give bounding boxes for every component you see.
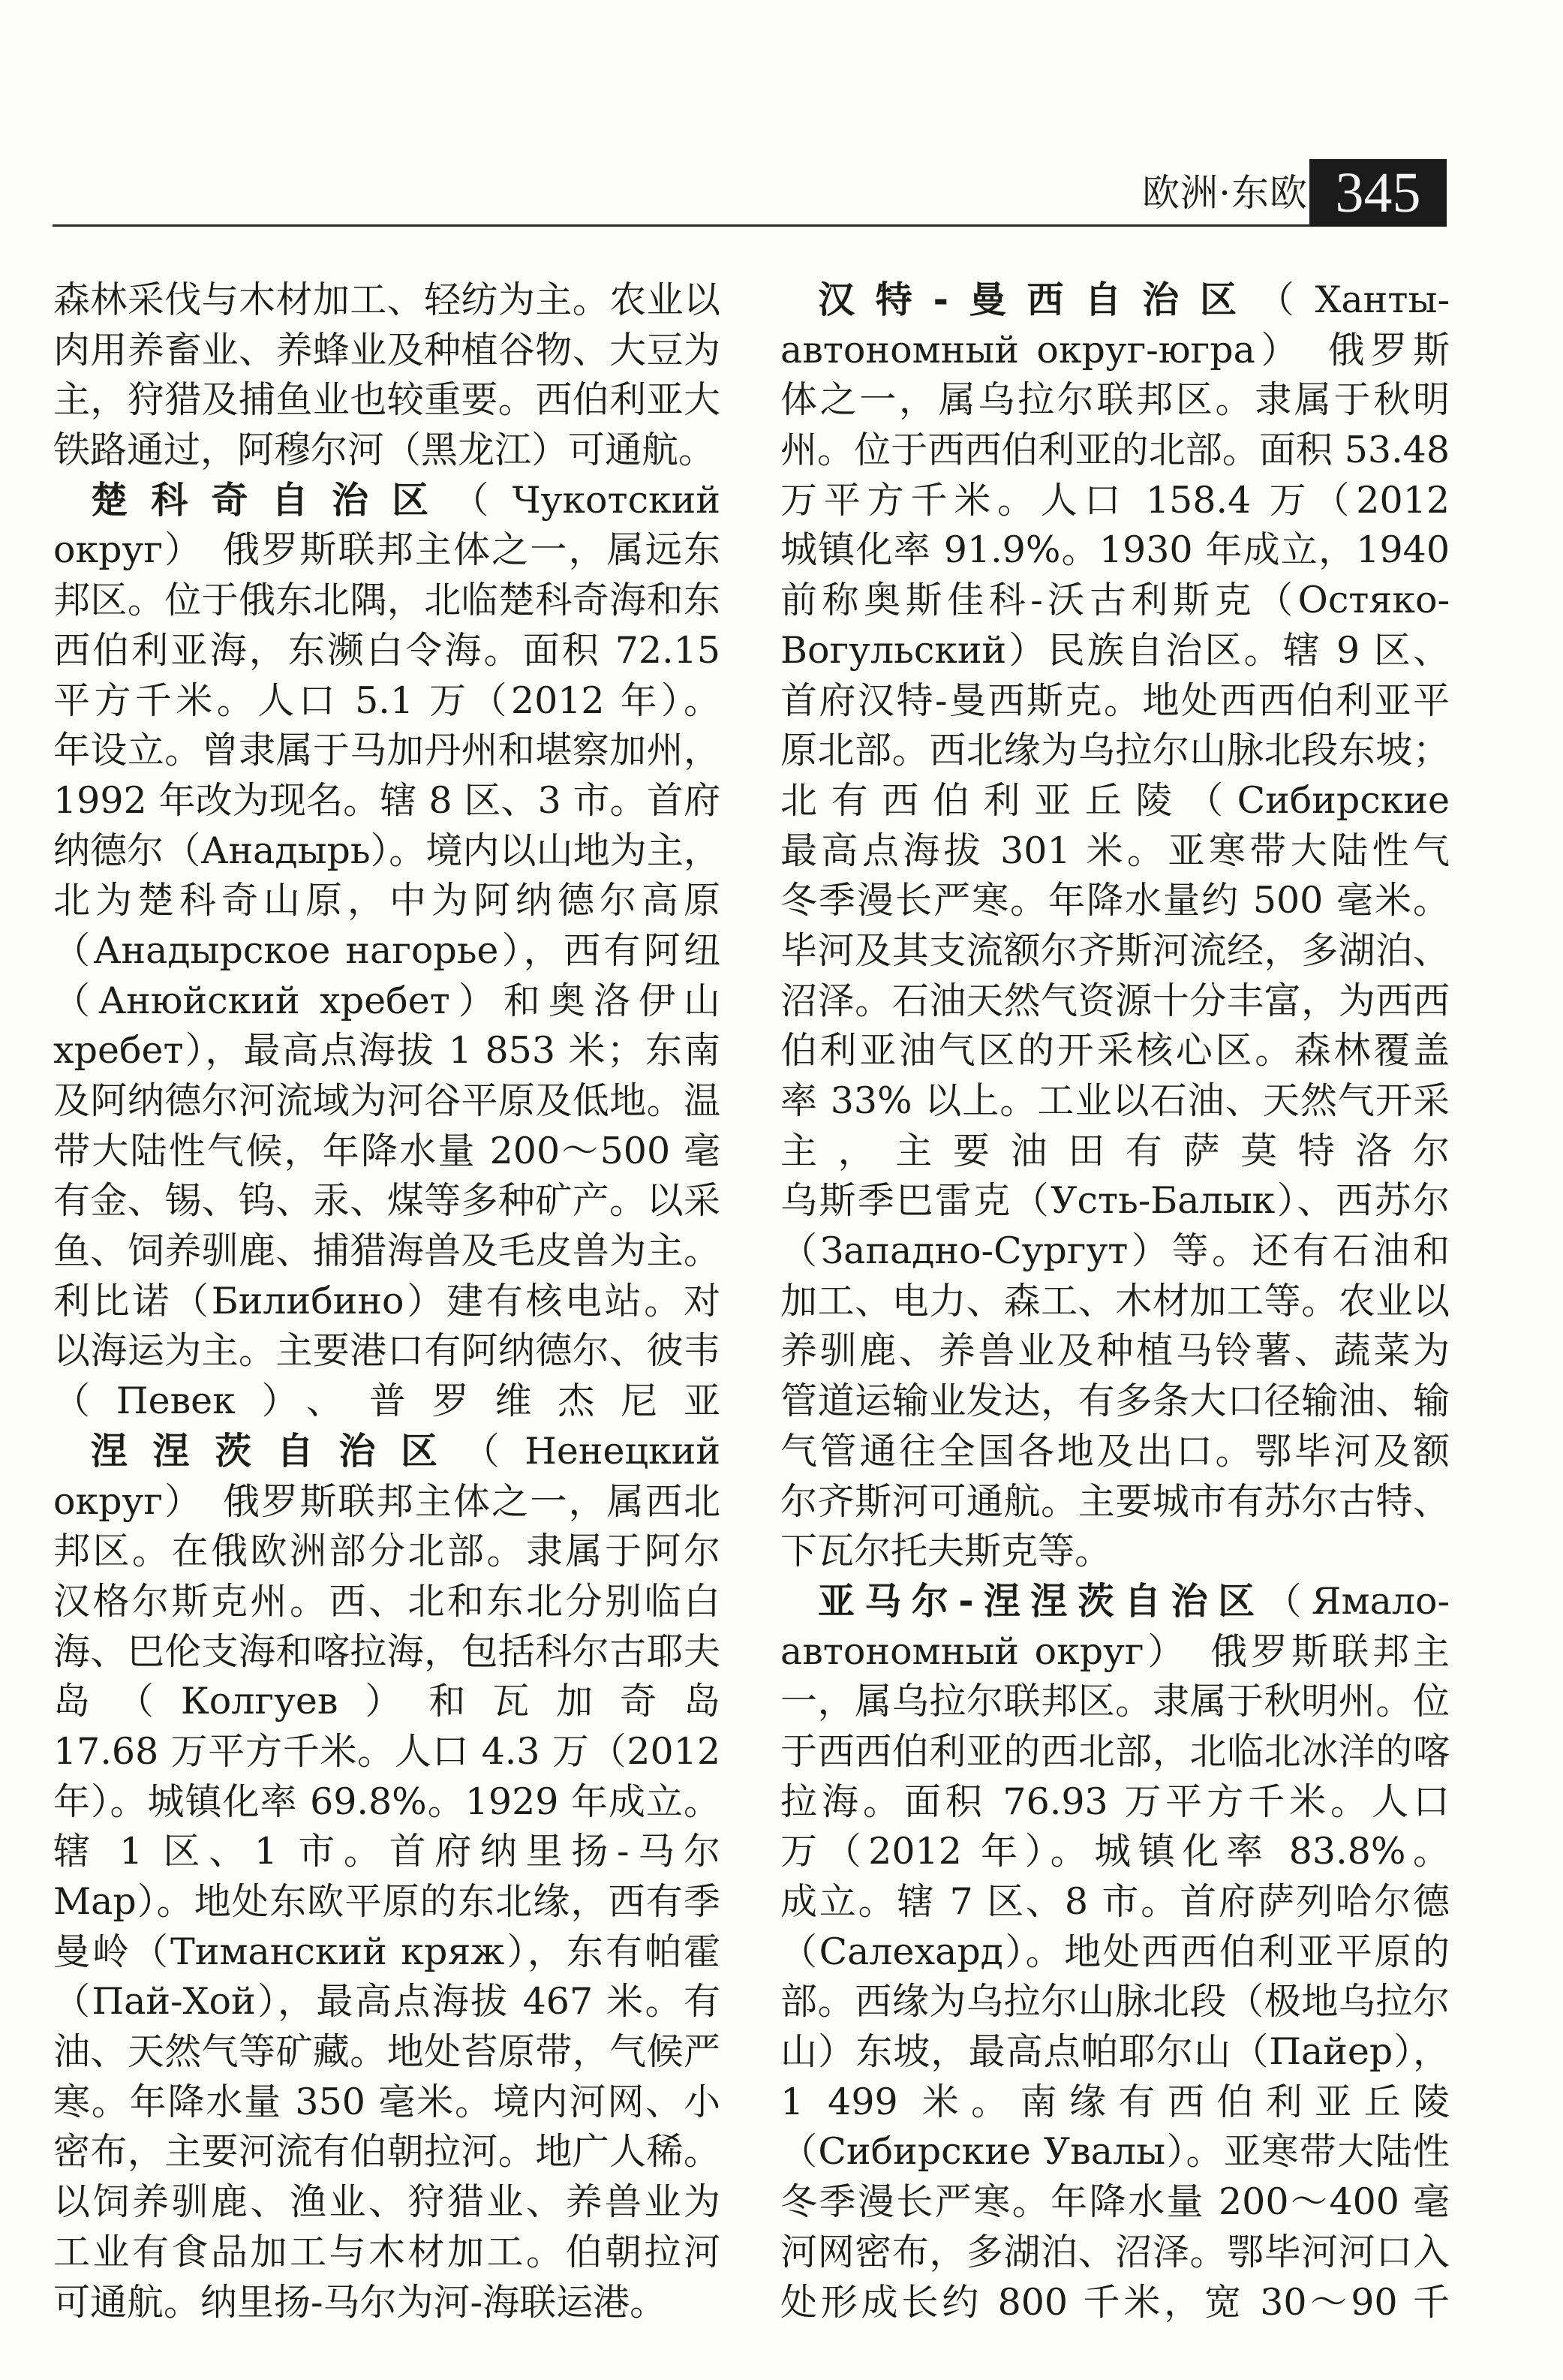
line-text: 汉格尔斯克州。西、北和东北分别临白 [53,1579,720,1623]
text-line [780,1326,1450,1377]
text-line [53,2278,720,2328]
text-line [780,676,1450,727]
text-line [780,476,1450,526]
line-text: 曼岭（Тиманский кряж），东有帕霍 [53,1930,720,1973]
text-line [53,1577,720,1627]
text-line [53,676,720,727]
line-text: 带大陆性气候，年降水量 200～500 毫 [53,1129,720,1172]
text-line [780,525,1450,576]
line-text: 寒。年降水量 350 毫米。境内河网、小 [53,2080,720,2123]
line-text: 铁路通过，阿穆尔河（黑龙江）可通航。 [53,429,716,472]
line-text: 油、天然气等矿藏。地处苔原带，气候严 [53,2030,720,2074]
line-text: 毕河及其支流额尔齐斯河流经，多湖泊、 [780,928,1450,972]
line-text: 主，主要油田有萨莫特洛尔 [780,1129,1450,1172]
line-text: 养驯鹿、养兽业及种植马铃薯、蔬菜为 [780,1329,1450,1373]
text-line [780,1026,1450,1076]
text-line [780,1127,1450,1177]
line-text: 首府汉特-曼西斯克。地处西西伯利亚平 [780,678,1450,722]
line-text: 乌斯季巴雷克（Усть-Балык）、西苏尔 [780,1179,1450,1223]
line-text: 肉用养畜业、养蜂业及种植谷物、大豆为 [53,328,720,372]
entry-heading-line [53,1427,720,1477]
text-line [780,1076,1450,1127]
line-text: （Ненецкий [462,1429,720,1473]
line-text: 州。位于西西伯利亚的北部。面积 53.48 [780,429,1450,472]
line-text: 工业有食品加工与木材加工。伯朝拉河 [53,2230,720,2273]
text-line [780,1927,1450,1978]
line-text: 西伯利亚海，东濒白令海。面积 72.15 [53,628,720,672]
text-line [53,1076,720,1127]
text-line [53,1326,720,1377]
text-line [53,1627,720,1677]
entry-title: 汉特-曼西自治区 [818,278,1258,321]
text-line [780,1527,1450,1577]
line-text: 山）东坡，最高点帕耶尔山（Пайер）， [780,2030,1450,2074]
line-text: 冬季漫长严寒。年降水量约 500 毫米。 [780,879,1450,922]
line-text: 前称奥斯佳科-沃古利斯克（Остяко- [780,579,1450,622]
left-column [53,275,720,2327]
text-line [780,876,1450,926]
text-line [53,926,720,976]
line-text: （Салехард）。地处西西伯利亚平原的 [780,1930,1450,1973]
text-line [53,326,720,376]
line-text: 鱼、饲养驯鹿、捕猎海兽及毛皮兽为主。 [53,1229,720,1273]
line-text: 最高点海拔 301 米。亚寒带大陆性气 [780,829,1450,872]
line-text: 可通航。纳里扬-马尔为河-海联运港。 [53,2280,667,2324]
line-text: округ） 俄罗斯联邦主体之一，属远东 [53,528,720,572]
line-text: 密布，主要河流有伯朝拉河。地广人稀。 [53,2130,720,2174]
text-line [53,1226,720,1277]
line-text: 万（2012 年）。城镇化率 83.8%。 [780,1830,1450,1873]
running-head: 欧洲·东欧 [1142,171,1308,215]
line-text: 年）。城镇化率 69.8%。1929 年成立。 [53,1780,720,1823]
line-text: 于西西伯利亚的西北部，北临北冰洋的喀 [780,1729,1450,1773]
text-line [53,576,720,626]
text-line [53,876,720,926]
entry-heading-line [780,275,1450,326]
line-text: 海、巴伦支海和喀拉海，包括科尔古耶夫 [53,1629,720,1673]
text-line [53,1677,720,1727]
line-text: 岛（Колгуев）和瓦加奇岛 [53,1680,720,1723]
text-line [53,1927,720,1978]
text-line [53,2027,720,2078]
text-line [780,2228,1450,2278]
text-line [780,776,1450,826]
text-line [780,1627,1450,1677]
line-text: округ） 俄罗斯联邦主体之一，属西北 [53,1479,720,1523]
text-line [780,1477,1450,1527]
text-line [53,1477,720,1527]
text-line [780,1277,1450,1327]
text-line [780,726,1450,776]
text-line [780,926,1450,976]
line-text: 沼泽。石油天然气资源十分丰富，为西西 [780,979,1450,1022]
text-line [780,326,1450,376]
line-text: Мар）。地处东欧平原的东北缘，西有季 [53,1880,720,1923]
line-text: 成立。辖 7 区、8 市。首府萨列哈尔德 [780,1880,1450,1923]
text-line [780,976,1450,1027]
entry-title: 亚马尔-涅涅茨自治区 [818,1579,1265,1623]
text-line [780,1777,1450,1828]
text-line [53,1877,720,1927]
text-line [53,2177,720,2228]
line-text: 处形成长约 800 千米，宽 30～90 千 [780,2280,1450,2324]
text-line [780,1176,1450,1226]
line-text: （Ханты- [1257,278,1450,321]
text-line [780,1677,1450,1727]
line-text: 伯利亚油气区的开采核心区。森林覆盖 [780,1029,1450,1073]
line-text: （Сибирские Увалы）。亚寒带大陆性 [780,2130,1450,2174]
line-text: 1992 年改为现名。辖 8 区、3 市。首府 [53,778,720,822]
text-line [53,426,720,476]
text-line [780,1226,1450,1277]
text-line [53,375,720,426]
line-text: 北为楚科奇山原，中为阿纳德尔高原 [53,879,720,922]
line-text: （Анадырское нагорье），西有阿纽 [53,928,720,972]
line-text: （Пай-Хой），最高点海拔 467 米。有 [53,1980,720,2023]
line-text: 辖 1 区、1 市。首府纳里扬-马尔 [53,1830,720,1873]
text-line [53,2228,720,2278]
text-line [53,1977,720,2027]
text-line [780,1377,1450,1427]
line-text: 利比诺（Билибино）建有核电站。对 [53,1279,720,1322]
line-text: автономный округ） 俄罗斯联邦主 [780,1629,1450,1673]
line-text: （Анюйский хребет）和奥洛伊山 [53,979,720,1022]
line-text: 部。西缘为乌拉尔山脉北段（极地乌拉尔 [780,1980,1450,2023]
line-text: Вогульский）民族自治区。辖 9 区、 [780,628,1450,672]
line-text: （Западно-Сургут）等。还有石油和 [780,1229,1450,1273]
line-text: 及阿纳德尔河流域为河谷平原及低地。温 [53,1079,720,1122]
text-line [53,1527,720,1577]
text-line [53,726,720,776]
text-line [780,576,1450,626]
line-text: 纳德尔（Анадырь）。境内以山地为主， [53,829,720,872]
line-text: 管道运输业发达，有多条大口径输油、输 [780,1380,1450,1423]
text-line [780,2278,1450,2328]
line-text: （Ямало- [1264,1579,1450,1623]
text-line [780,1827,1450,1877]
entry-title: 涅涅茨自治区 [91,1429,463,1473]
text-line [780,2027,1450,2078]
text-line [53,1127,720,1177]
line-text: 城镇化率 91.9%。1930 年成立，1940 [780,528,1450,572]
entry-heading-line [53,476,720,526]
line-text: （Чукотский [452,478,720,522]
line-text: 下瓦尔托夫斯克等。 [780,1530,1112,1573]
text-line [53,1827,720,1877]
text-line [53,1777,720,1828]
entry-heading-line [780,1577,1450,1627]
text-line [780,1727,1450,1777]
header-rule [53,224,1310,227]
line-text: 邦区。位于俄东北隅，北临楚科奇海和东 [53,579,720,622]
text-line [53,826,720,877]
text-line [780,1427,1450,1477]
line-text: 以饲养驯鹿、渔业、狩猎业、养兽业为 [53,2180,720,2224]
text-line [780,375,1450,426]
line-text: 万平方千米。人口 158.4 万（2012 [780,478,1450,522]
line-text: 率 33% 以上。工业以石油、天然气开采 [780,1079,1450,1122]
line-text: 原北部。西北缘为乌拉尔山脉北段东坡； [780,729,1450,772]
text-line [53,1026,720,1076]
text-line [780,2078,1450,2128]
text-line [780,1977,1450,2027]
page-number: 345 [1309,159,1447,227]
right-column [780,275,1450,2327]
text-line [780,426,1450,476]
line-text: 尔齐斯河可通航。主要城市有苏尔古特、 [780,1479,1450,1523]
text-line [780,1877,1450,1927]
text-line [53,1277,720,1327]
entry-title: 楚科奇自治区 [91,478,452,522]
line-text: 森林采伐与木材加工、轻纺为主。农业以 [53,278,720,321]
text-line [53,1727,720,1777]
line-text: 以海运为主。主要港口有阿纳德尔、彼韦 [53,1329,720,1373]
line-text: 17.68 万平方千米。人口 4.3 万（2012 [53,1729,720,1773]
line-text: 气管通往全国各地及出口。鄂毕河及额 [780,1429,1450,1473]
line-text: хребет），最高点海拔 1 853 米；东南 [53,1029,720,1073]
line-text: 河网密布，多湖泊、沼泽。鄂毕河河口入 [780,2230,1450,2273]
line-text: 北有西伯利亚丘陵（Сибирские [780,778,1450,822]
text-line [780,2177,1450,2228]
text-line [53,1377,720,1427]
line-text: 平方千米。人口 5.1 万（2012 年）。 [53,678,720,722]
text-line [53,525,720,576]
text-line [53,2127,720,2177]
line-text: 1 499 米。南缘有西伯利亚丘陵 [780,2080,1450,2123]
text-line [53,1176,720,1226]
line-text: 冬季漫长严寒。年降水量 200～400 毫 [780,2180,1450,2224]
text-line [53,275,720,326]
line-text: 拉海。面积 76.93 万平方千米。人口 [780,1780,1450,1823]
text-line [780,626,1450,676]
line-text: 一，属乌拉尔联邦区。隶属于秋明州。位 [780,1680,1450,1723]
text-line [780,826,1450,877]
text-line [780,2127,1450,2177]
line-text: 年设立。曾隶属于马加丹州和堪察加州， [53,729,720,772]
line-text: 体之一，属乌拉尔联邦区。隶属于秋明 [780,378,1450,422]
text-line [53,976,720,1027]
line-text: 加工、电力、森工、木材加工等。农业以 [780,1279,1450,1322]
line-text: 有金、锡、钨、汞、煤等多种矿产。以采 [53,1179,720,1223]
text-line [53,2078,720,2128]
line-text: 邦区。在俄欧洲部分北部。隶属于阿尔 [53,1530,720,1573]
line-text: （Певек）、普罗维杰尼亚 [53,1380,720,1423]
text-line [53,776,720,826]
line-text: 主，狩猎及捕鱼业也较重要。西伯利亚大 [53,378,720,422]
line-text: автономный округ-югра） 俄罗斯 [780,328,1450,372]
text-line [53,626,720,676]
